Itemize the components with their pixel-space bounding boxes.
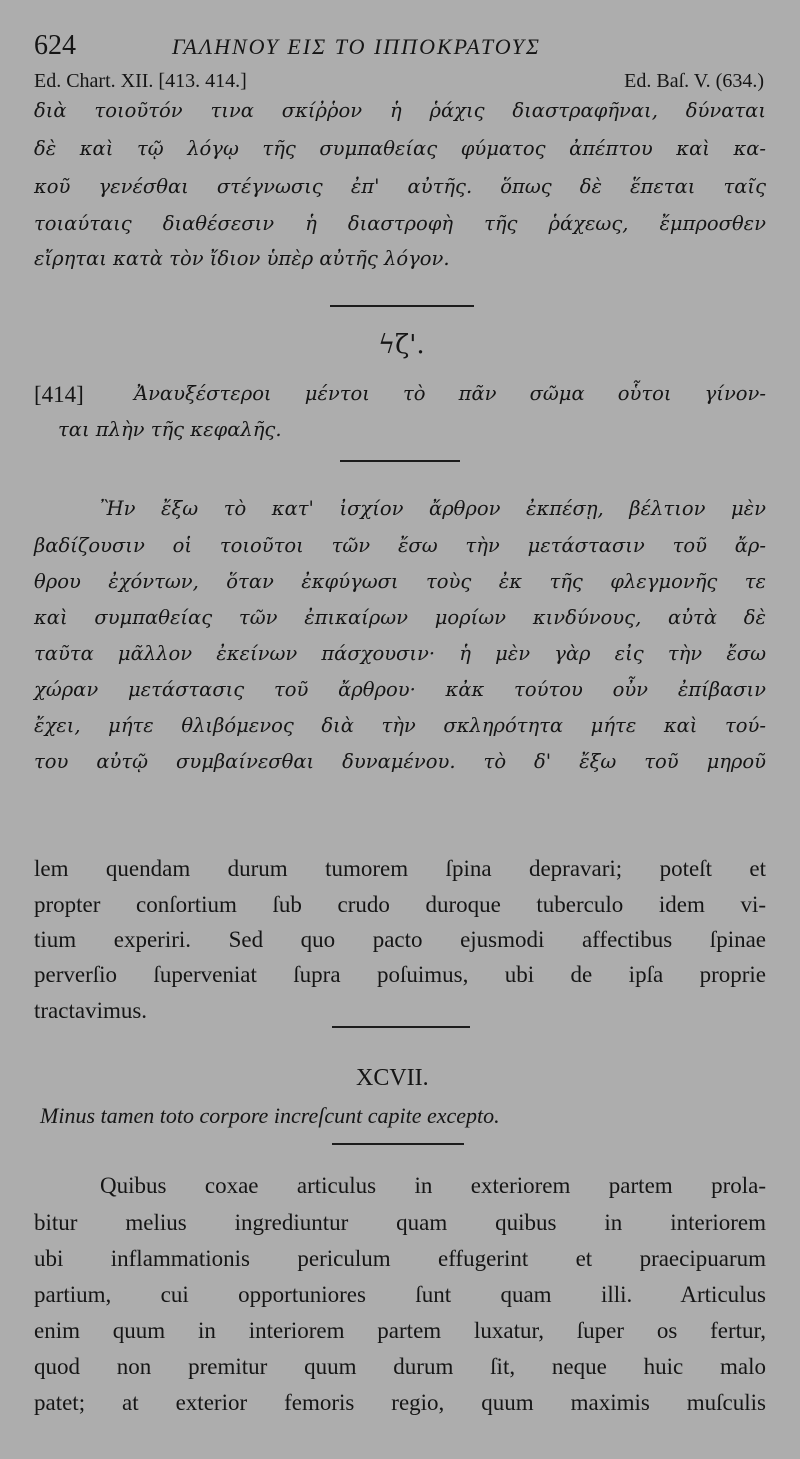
section-divider — [332, 1026, 470, 1028]
greek-text-line: ἔχει, μήτε θλιβόμενος διὰ τὴν σκληρότητα μήτε καὶ τού- — [34, 714, 766, 737]
section-divider — [330, 305, 474, 307]
greek-text-line: καὶ συμπαθείας τῶν ἐπικαίρων μορίων κινδύνους, αὐτὰ δὲ — [34, 606, 766, 629]
edition-ref-right: Ed. Baſ. V. (634.) — [624, 70, 764, 92]
greek-text-line: διὰ τοιοῦτόν τινα σκίῤῥον ἡ ῥάχις διαστραφῆναι, δύναται — [34, 99, 766, 122]
latin-text-line: patet; at exterior femoris regio, quum maximis muſculis — [34, 1390, 766, 1415]
greek-text-line: εἴρηται κατὰ τὸν ἴδιον ὑπὲρ αὐτῆς λόγον. — [34, 247, 450, 270]
latin-text-line: quod non premitur quum durum ſit, neque huic malo — [34, 1354, 766, 1379]
greek-text-line: θρου ἐχόντων, ὅταν ἐκφύγωσι τοὺς ἐκ τῆς φλεγμονῆς τε — [34, 570, 766, 593]
greek-text-line: δὲ καὶ τῷ λόγῳ τῆς συμπαθείας φύματος ἀπέπτου καὶ κα- — [34, 137, 766, 160]
greek-lemma-line: Ἀναυξέστεροι μέντοι τὸ πᾶν σῶμα οὗτοι γίνον- — [134, 382, 766, 405]
greek-text-line: κοῦ γενέσθαι στέγνωσις ἐπ' αὐτῆς. ὅπως δὲ ἕπεται ταῖς — [34, 175, 766, 198]
greek-text-line: βαδίζουσιν οἱ τοιοῦτοι τῶν ἔσω τὴν μετάστασιν τοῦ ἄρ- — [34, 534, 766, 557]
latin-section-number: XCVII. — [356, 1065, 429, 1091]
latin-text-line: tium experiri. Sed quo pacto ejusmodi affectibus ſpinae — [34, 927, 766, 952]
greek-lemma-line: ται πλὴν τῆς κεφαλῆς. — [58, 418, 282, 441]
latin-text-line: Quibus coxae articulus in exteriorem partem prola- — [100, 1173, 766, 1198]
edition-ref-left: Ed. Chart. XII. [413. 414.] — [34, 70, 247, 92]
latin-text-line: propter conſortium ſub crudo duroque tuberculo idem vi- — [34, 892, 766, 917]
section-divider — [332, 1143, 464, 1145]
latin-text-line: lem quendam durum tumorem ſpina depravari; poteſt et — [34, 856, 766, 881]
greek-lemma-reference: [414] — [34, 382, 84, 407]
latin-text-line: ubi inflammationis periculum effugerint et praecipuarum — [34, 1246, 766, 1271]
greek-text-line: τοιαύταις διαθέσεσιν ἡ διαστροφὴ τῆς ῥάχεως, ἔμπροσθεν — [34, 212, 766, 235]
latin-text-line: perverſio ſuperveniat ſupra poſuimus, ubi de ipſa proprie — [34, 962, 766, 987]
greek-text-line: ταῦτα μᾶλλον ἐκείνων πάσχουσιν· ἡ μὲν γὰρ εἰς τὴν ἔσω — [34, 642, 766, 665]
section-divider — [340, 460, 460, 462]
latin-text-line: enim quum in interiorem partem luxatur, ſuper os fertur, — [34, 1318, 766, 1343]
greek-text-line: Ἢν ἔξω τὸ κατ' ἰσχίον ἄρθρον ἐκπέσῃ, βέλτιον μὲν — [100, 497, 766, 520]
greek-text-line: χώραν μετάστασις τοῦ ἄρθρου· κἀκ τούτου οὖν ἐπίβασιν — [34, 678, 766, 701]
latin-text-line: bitur melius ingrediuntur quam quibus in interiorem — [34, 1210, 766, 1235]
greek-section-number: ϟζ'. — [378, 330, 425, 360]
latin-lemma: Minus tamen toto corpore increſcunt capite excepto. — [40, 1103, 500, 1128]
latin-text-line: tractavimus. — [34, 998, 148, 1023]
page-number: 624 — [34, 30, 76, 61]
latin-text-line: partium, cui opportuniores ſunt quam illi. Articulus — [34, 1282, 766, 1307]
running-title: ΓΑΛΗΝΟΥ ΕΙΣ ΤΟ ΙΠΠΟΚΡΑΤΟΥΣ — [172, 34, 542, 59]
greek-text-line: του αὐτῷ συμβαίνεσθαι δυναμένου. τὸ δ' ἔξω τοῦ μηροῦ — [34, 750, 766, 773]
